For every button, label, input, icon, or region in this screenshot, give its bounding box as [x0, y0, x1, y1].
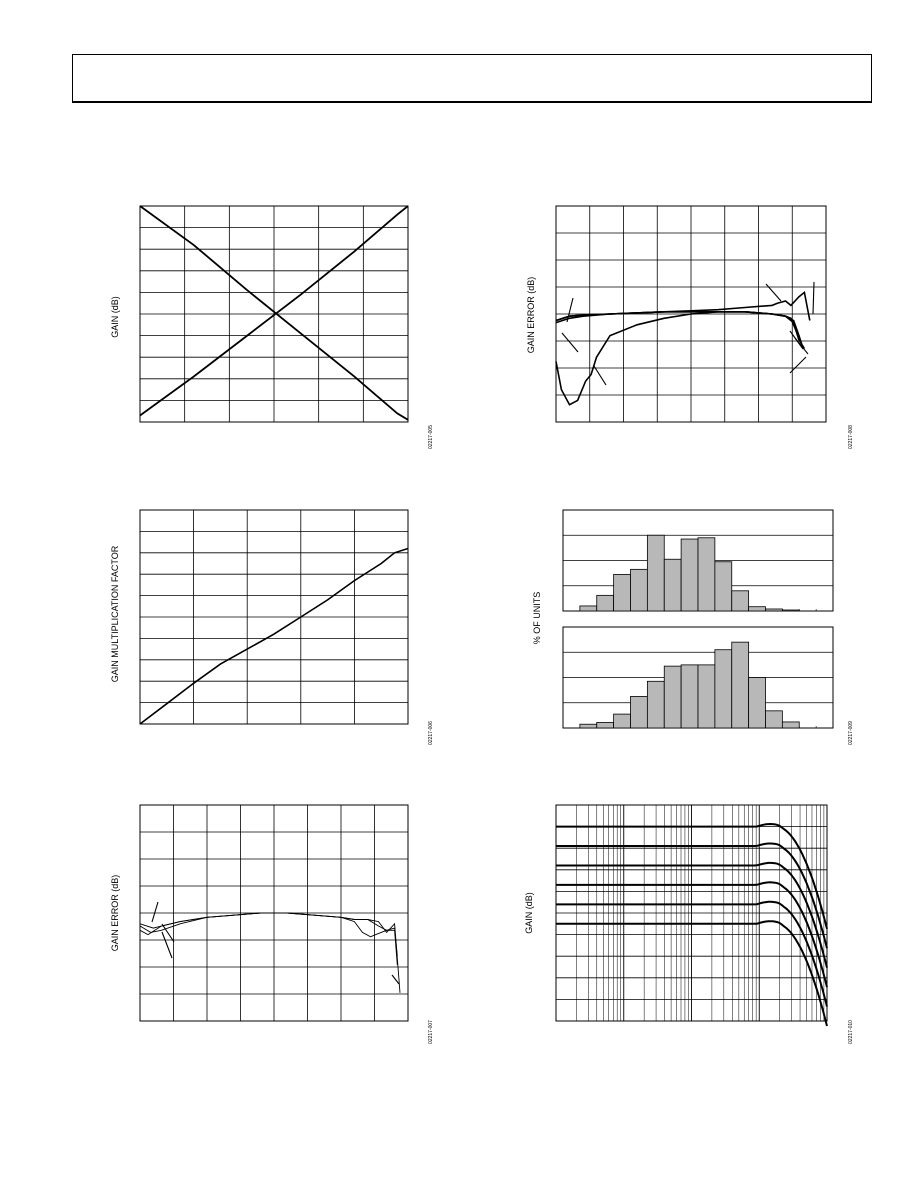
figure-5-gain-error: [110, 805, 434, 1044]
figure-4-panel-0-bar-9: [715, 562, 732, 611]
figure-4-panel-0-bar-1: [580, 606, 597, 611]
figure-4-panel-1-bar-4: [631, 696, 648, 728]
figure-4-panel-0-bar-13: [782, 610, 799, 611]
figure-4-panel-1-bar-3: [614, 714, 631, 728]
figure-4-ylabel: % OF UNITS: [532, 591, 542, 645]
figure-4-panel-0-bar-5: [647, 535, 664, 611]
figure-4-panel-1-bar-13: [782, 722, 799, 728]
figure-3-ylabel: GAIN MULTIPLICATION FACTOR: [110, 545, 120, 683]
figure-5-code: 02217-007: [428, 1020, 434, 1044]
figure-5-arrow-1: [152, 902, 158, 922]
figure-3-plot-area: [140, 510, 408, 724]
figure-2-code: 02217-008: [848, 425, 854, 449]
figure-1-gain-vs-control: [110, 206, 434, 449]
figure-4-panel-0-bar-11: [749, 607, 766, 611]
figure-5-ylabel: GAIN ERROR (dB): [110, 874, 120, 952]
fig2-series-1: [556, 292, 810, 322]
figure-4-panel-1-bar-7: [681, 665, 698, 728]
figure-4-panel-1-bar-1: [580, 724, 597, 728]
figure-4-panel-1-bar-6: [664, 666, 681, 728]
figure-4-panel-1-bar-8: [698, 665, 715, 728]
figure-6-gain-vs-frequency: [524, 805, 854, 1044]
figure-6-plot-area: [556, 805, 827, 1026]
figure-4-panel-0-bar-12: [766, 609, 783, 611]
figure-4-panel-1-bar-12: [766, 711, 783, 728]
figure-4-panel-1-bar-9: [715, 650, 732, 728]
figure-4-panel-0-bar-7: [681, 539, 698, 611]
figure-3-code: 02217-006: [428, 721, 434, 745]
figure-4-panel-1-bar-5: [647, 681, 664, 728]
figure-2-plot-area: [556, 206, 826, 422]
figure-5-arrow-4: [392, 975, 399, 984]
figure-4-panel-0-bar-2: [597, 595, 614, 611]
figure-3-gain-multiplication: [110, 510, 434, 745]
figure-1-plot-area: [140, 206, 408, 422]
fig3-series-1: [140, 549, 408, 725]
figure-4-panel-1-bar-10: [732, 642, 749, 728]
figure-4-histograms: [532, 510, 854, 745]
figure-2-gain-error: [526, 206, 854, 449]
figure-4-panel-1-bar-11: [749, 678, 766, 729]
figure-4-histogram-bottom: [563, 627, 833, 728]
figure-4-panel-0-bar-3: [614, 574, 631, 611]
figure-6-ylabel: GAIN (dB): [524, 892, 534, 934]
figure-2-arrow-2: [562, 333, 578, 352]
figure-4-panel-0-bar-6: [664, 559, 681, 611]
figure-4-panel-1-bar-2: [597, 722, 614, 728]
figure-2-arrow-3: [594, 366, 606, 385]
fig5-series-2: [140, 913, 397, 965]
figure-4-code: 02217-009: [848, 721, 854, 745]
figure-4-panel-0-bar-10: [732, 591, 749, 611]
fig5-series-1: [140, 913, 400, 993]
figure-2-arrow-4: [766, 284, 781, 301]
figure-2-arrow-7: [795, 338, 808, 354]
figure-1-code: 02217-005: [428, 425, 434, 449]
figure-4-panel-0-bar-8: [698, 538, 715, 611]
figure-5-plot-area: [140, 805, 408, 1021]
figure-1-ylabel: GAIN (dB): [110, 296, 120, 338]
figure-4-histogram-top: [563, 510, 833, 611]
figure-2-ylabel: GAIN ERROR (dB): [526, 276, 536, 354]
figure-4-panel-0-bar-4: [631, 569, 648, 611]
figure-6-code: 02217-010: [848, 1020, 854, 1044]
fig2-series-2: [556, 312, 804, 405]
